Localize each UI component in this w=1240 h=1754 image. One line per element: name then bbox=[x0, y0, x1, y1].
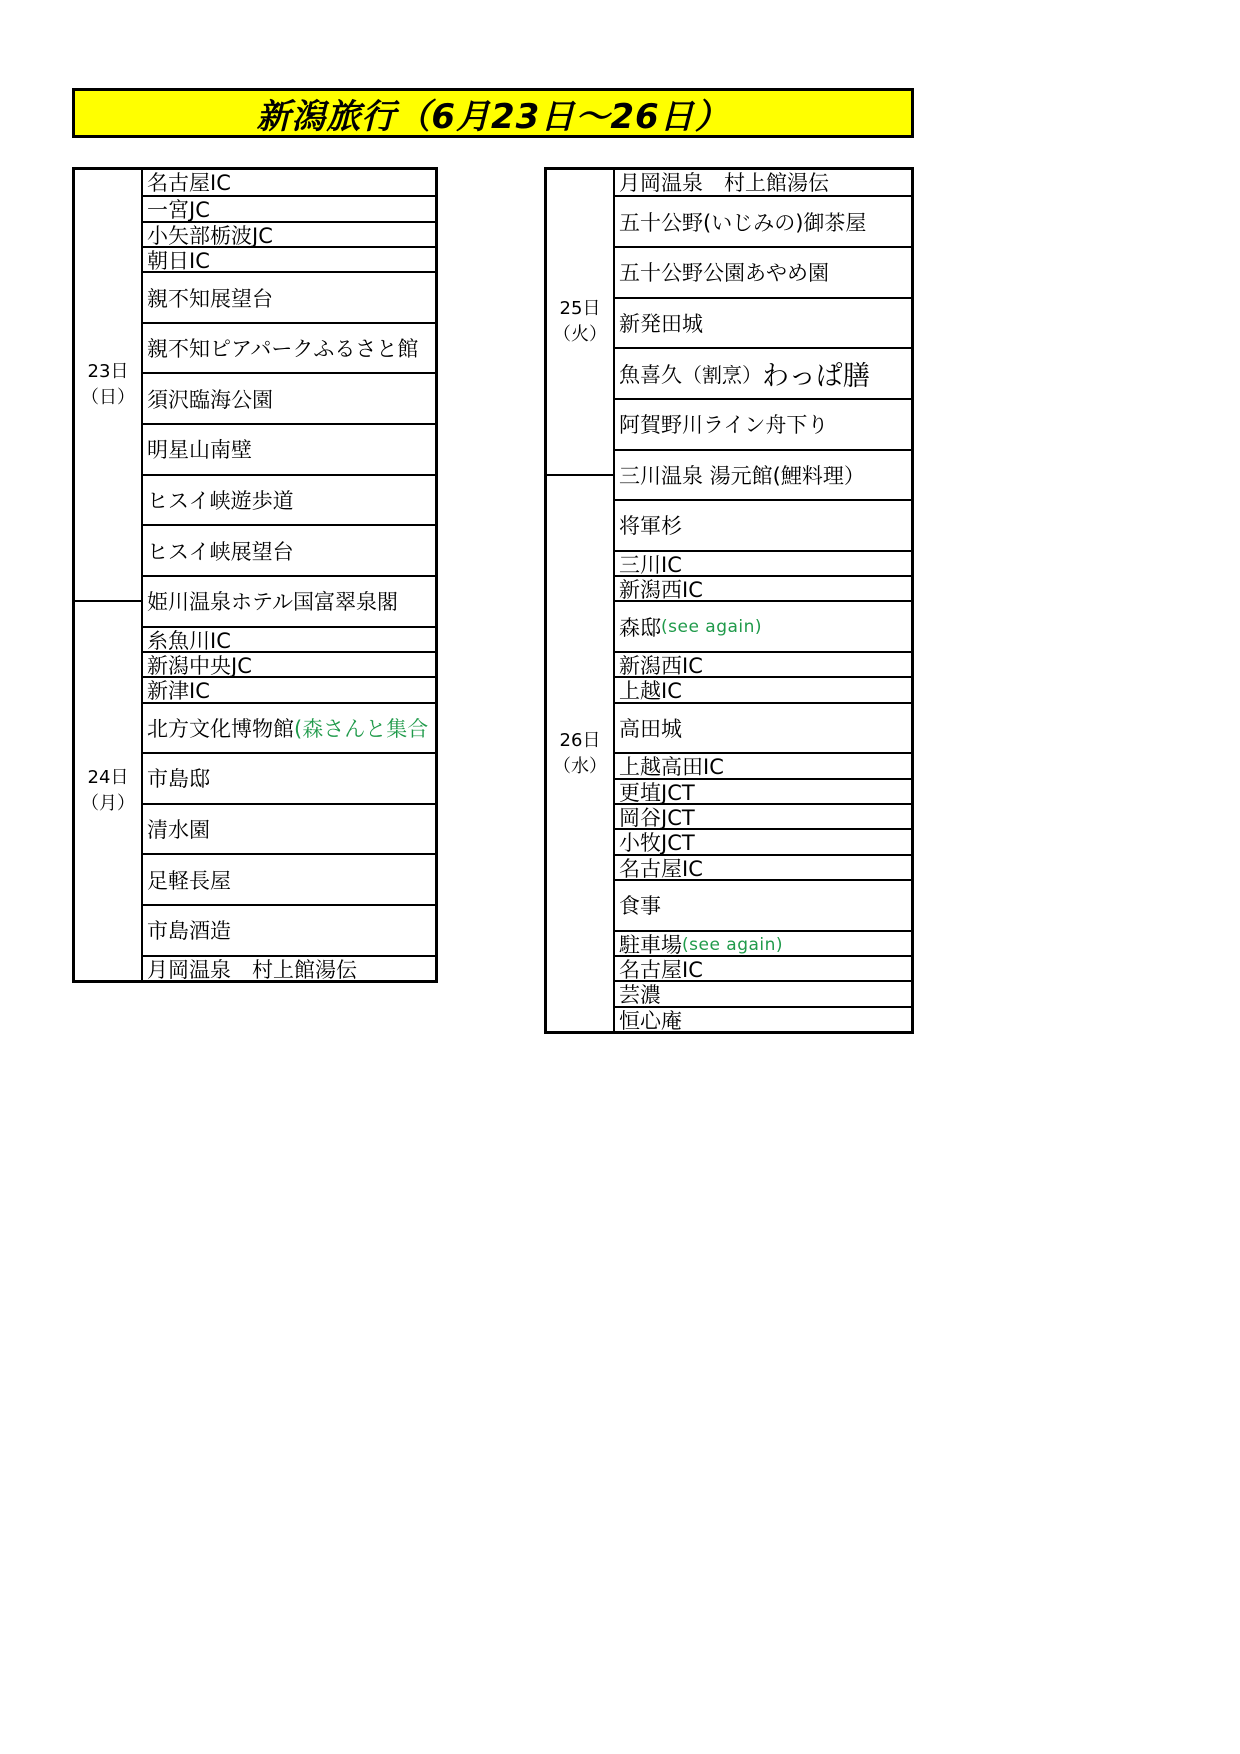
list-item: 足軽長屋 bbox=[143, 853, 435, 904]
list-item: 新発田城 bbox=[615, 297, 911, 348]
day-column bbox=[75, 170, 143, 980]
list-item: 高田城 bbox=[615, 702, 911, 753]
day-date: 24日 bbox=[87, 767, 129, 788]
list-item: 上越IC bbox=[615, 676, 911, 701]
item-note: (森さんと集合 bbox=[294, 716, 429, 741]
list-item: 五十公野(いじみの)御茶屋 bbox=[615, 195, 911, 246]
list-item: 親不知ピアパークふるさと館 bbox=[143, 322, 435, 373]
list-item: 三川IC bbox=[615, 550, 911, 575]
item-highlight: わっぱ膳 bbox=[762, 361, 870, 393]
item-note: (see again) bbox=[661, 616, 763, 637]
list-item: 名古屋IC bbox=[615, 854, 911, 879]
list-item: 小矢部栃波JC bbox=[143, 221, 435, 246]
day-cell-23 bbox=[75, 170, 141, 600]
list-item: 更埴JCT bbox=[615, 778, 911, 803]
list-item: 将軍杉 bbox=[615, 499, 911, 550]
list-item: 食事 bbox=[615, 879, 911, 930]
item-note: (see again) bbox=[682, 934, 784, 955]
day-weekday: （月） bbox=[81, 793, 135, 814]
page-title: 新潟旅行（6月23日～26日） bbox=[256, 96, 730, 137]
list-item: 岡谷JCT bbox=[615, 803, 911, 828]
list-item: 五十公野公園あやめ園 bbox=[615, 246, 911, 297]
list-item: 市島邸 bbox=[143, 752, 435, 803]
day-weekday: （火） bbox=[553, 324, 607, 345]
day-date: 23日 bbox=[87, 361, 129, 382]
list-item: 新潟西IC bbox=[615, 575, 911, 600]
list-item: 三川温泉 湯元館(鯉料理） bbox=[615, 449, 911, 500]
list-item: 月岡温泉 村上館湯伝 bbox=[143, 955, 435, 980]
day-cell-25 bbox=[547, 170, 613, 474]
list-item: 明星山南壁 bbox=[143, 423, 435, 474]
day-cell-24 bbox=[75, 600, 141, 980]
schedule-table-left bbox=[72, 167, 438, 983]
list-item: 小牧JCT bbox=[615, 828, 911, 853]
list-item: ヒスイ峡展望台 bbox=[143, 524, 435, 575]
schedule-table-right bbox=[544, 167, 914, 1034]
list-item: 魚喜久 （割烹） わっぱ膳 bbox=[615, 347, 911, 398]
page-title-banner bbox=[72, 88, 914, 138]
list-item: 北方文化博物館 (森さんと集合 bbox=[143, 702, 435, 753]
day-weekday: （水） bbox=[553, 755, 607, 777]
list-item: 新津IC bbox=[143, 676, 435, 701]
items-column bbox=[615, 170, 911, 1031]
list-item: 月岡温泉 村上館湯伝 bbox=[619, 171, 829, 195]
list-item: 姫川温泉ホテル国富翠泉閣 bbox=[143, 575, 435, 626]
list-item: 芸濃 bbox=[615, 980, 911, 1005]
list-item: 市島酒造 bbox=[143, 904, 435, 955]
list-item: 新潟中央JC bbox=[143, 651, 435, 676]
item-paren: （割烹） bbox=[682, 363, 762, 388]
list-item: 名古屋IC bbox=[147, 171, 231, 195]
list-item: 須沢臨海公園 bbox=[143, 372, 435, 423]
day-column bbox=[547, 170, 615, 1031]
list-item: 森邸 (see again) bbox=[615, 600, 911, 651]
list-item: 糸魚川IC bbox=[143, 626, 435, 651]
list-item: 上越高田IC bbox=[615, 752, 911, 777]
list-item: 一宮JC bbox=[143, 195, 435, 220]
list-item: 阿賀野川ライン舟下り bbox=[615, 398, 911, 449]
list-item: 親不知展望台 bbox=[143, 271, 435, 322]
day-weekday: （日） bbox=[81, 387, 135, 408]
day-cell-26 bbox=[547, 474, 613, 1031]
day-date: 26日 bbox=[559, 729, 601, 751]
list-item: 新潟西IC bbox=[615, 651, 911, 676]
list-item: 清水園 bbox=[143, 803, 435, 854]
items-column bbox=[143, 170, 435, 980]
day-date: 25日 bbox=[559, 298, 601, 319]
list-item: 恒心庵 bbox=[615, 1006, 911, 1031]
list-item: 駐車場 (see again) bbox=[615, 930, 911, 955]
list-item: ヒスイ峡遊歩道 bbox=[143, 474, 435, 525]
list-item: 朝日IC bbox=[143, 246, 435, 271]
list-item: 名古屋IC bbox=[615, 955, 911, 980]
